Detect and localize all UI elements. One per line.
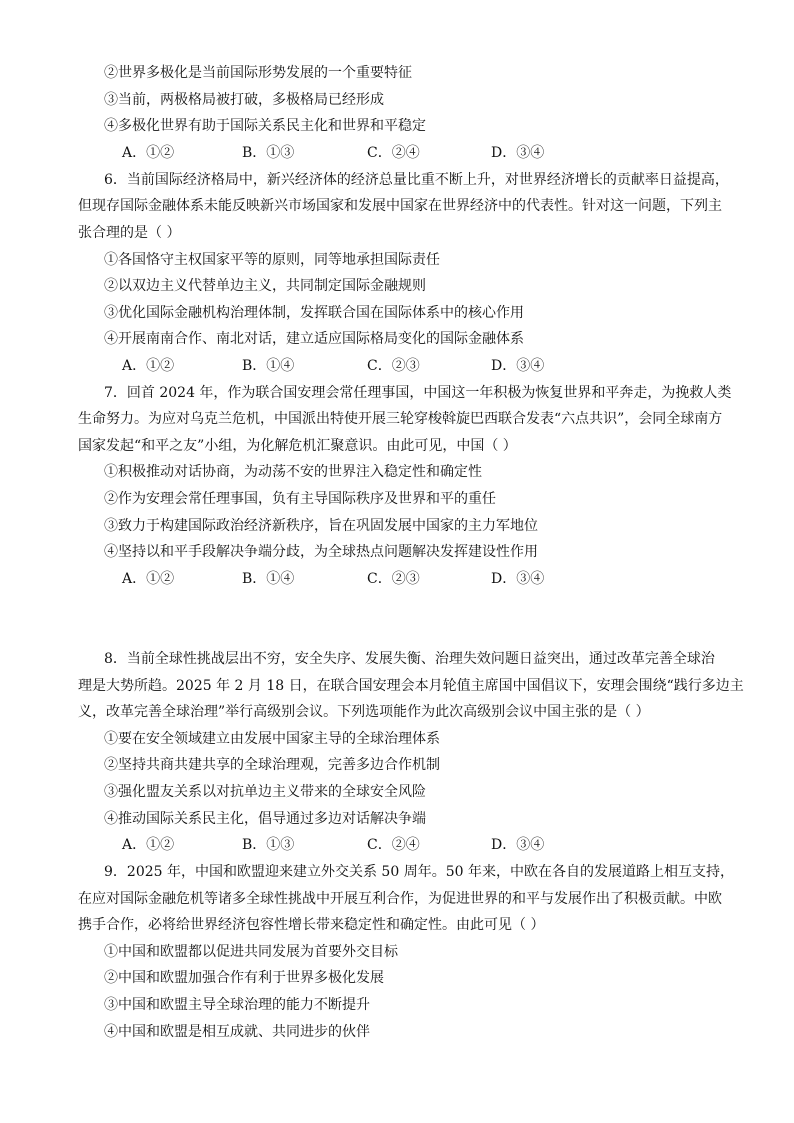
q6-statement-1: ①各国恪守主权国家平等的原则，同等地承担国际责任	[104, 252, 440, 268]
q8-statement-3: ③强化盟友关系以对抗单边主义带来的全球安全风险	[104, 784, 426, 800]
q5-option-d[interactable]: D．③④	[491, 145, 545, 161]
q8-statement-2: ②坚持共商共建共享的全球治理观，完善多边合作机制	[104, 757, 440, 773]
q9-statement-2: ②中国和欧盟加强合作有利于世界多极化发展	[104, 970, 384, 986]
q6-option-a[interactable]: A．①②	[122, 358, 175, 374]
q6-option-c[interactable]: C．②③	[367, 358, 420, 374]
q5-option-b[interactable]: B．①③	[242, 145, 295, 161]
q6-statement-2: ②以双边主义代替单边主义，共同制定国际金融规则	[104, 278, 426, 294]
q8-statement-4: ④推动国际关系民主化，倡导通过多边对话解决争端	[104, 811, 426, 827]
q7-statement-4: ④坚持以和平手段解决争端分歧，为全球热点问题解决发挥建设性作用	[104, 544, 538, 560]
q8-option-c[interactable]: C．②④	[367, 837, 420, 853]
q9-stem-line-1: 9．2025 年，中国和欧盟迎来建立外交关系 50 周年。50 年来，中欧在各自的发展道路上相互支持，	[104, 864, 734, 880]
q7-statement-1: ①积极推动对话协商，为动荡不安的世界注入稳定性和确定性	[104, 464, 482, 480]
q9-statement-4: ④中国和欧盟是相互成就、共同进步的伙伴	[104, 1024, 370, 1040]
q6-option-d[interactable]: D．③④	[491, 358, 545, 374]
q6-options	[122, 357, 722, 375]
q7-statement-2: ②作为安理会常任理事国，负有主导国际秩序及世界和平的重任	[104, 491, 496, 507]
q9-stem-line-3: 携手合作，必将给世界经济包容性增长带来稳定性和确定性。由此可见（ ）	[78, 917, 545, 933]
q5-options	[122, 144, 722, 162]
q8-options	[122, 836, 722, 854]
q6-statement-4: ④开展南南合作、南北对话，建立适应国际格局变化的国际金融体系	[104, 331, 524, 347]
q6-stem-line-3: 张合理的是（ ）	[78, 225, 181, 241]
q7-option-c[interactable]: C．②③	[367, 571, 420, 587]
q7-option-b[interactable]: B．①④	[242, 571, 295, 587]
q7-options	[122, 570, 722, 588]
q8-option-a[interactable]: A．①②	[122, 837, 175, 853]
q7-statement-3: ③致力于构建国际政治经济新秩序，旨在巩固发展中国家的主力军地位	[104, 518, 538, 534]
q7-stem-line-1: 7．回首 2024 年，作为联合国安理会常任理事国，中国这一年积极为恢复世界和平奔走，为挽救人类	[104, 385, 732, 401]
q8-option-b[interactable]: B．①③	[242, 837, 295, 853]
q6-stem-line-2: 但现存国际金融体系未能反映新兴市场国家和发展中国家在世界经济中的代表性。针对这一问题，下列主	[78, 198, 722, 214]
q5-option-a[interactable]: A．①②	[122, 145, 175, 161]
q9-statement-1: ①中国和欧盟都以促进共同发展为首要外交目标	[104, 944, 398, 960]
q7-option-a[interactable]: A．①②	[122, 571, 175, 587]
q5-statement-4: ④多极化世界有助于国际关系民主化和世界和平稳定	[104, 118, 426, 134]
q7-option-d[interactable]: D．③④	[491, 571, 545, 587]
q5-statement-3: ③当前，两极格局被打破，多极格局已经形成	[104, 92, 384, 108]
q8-stem-line-2: 理是大势所趋。2025 年 2 月 18 日，在联合国安理会本月轮值主席国中国倡议下，安理会围绕“践行多边主	[78, 678, 744, 694]
q6-stem-line-1: 6．当前国际经济格局中，新兴经济体的经济总量比重不断上升，对世界经济增长的贡献率日益提高，	[104, 172, 729, 188]
q8-stem-line-3: 义，改革完善全球治理”举行高级别会议。下列选项能作为此次高级别会议中国主张的是（ ）	[78, 704, 650, 720]
q8-option-d[interactable]: D．③④	[491, 837, 545, 853]
q8-stem-line-1: 8．当前全球性挑战层出不穷，安全失序、发展失衡、治理失效问题日益突出，通过改革完善全球治	[104, 651, 715, 667]
q9-stem-line-2: 在应对国际金融危机等诸多全球性挑战中开展互利合作，为促进世界的和平与发展作出了积极贡献。中欧	[78, 891, 722, 907]
q9-statement-3: ③中国和欧盟主导全球治理的能力不断提升	[104, 997, 370, 1013]
q5-statement-2: ②世界多极化是当前国际形势发展的一个重要特征	[104, 65, 412, 81]
q7-stem-line-2: 生命努力。为应对乌克兰危机，中国派出特使开展三轮穿梭斡旋巴西联合发表“六点共识”，会同全球南方	[78, 411, 723, 427]
q7-stem-line-3: 国家发起“和平之友”小组，为化解危机汇聚意识。由此可见，中国（ ）	[78, 438, 517, 454]
q8-statement-1: ①要在安全领域建立由发展中国家主导的全球治理体系	[104, 731, 440, 747]
q6-option-b[interactable]: B．①④	[242, 358, 295, 374]
q6-statement-3: ③优化国际金融机构治理体制，发挥联合国在国际体系中的核心作用	[104, 305, 524, 321]
q5-option-c[interactable]: C．②④	[367, 145, 420, 161]
